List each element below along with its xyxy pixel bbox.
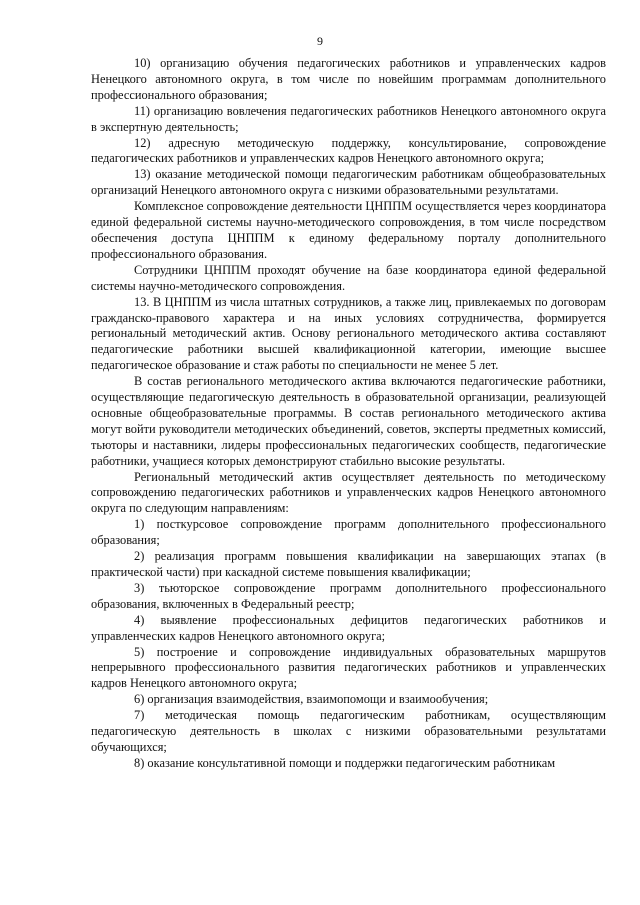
paragraph-active-composition: В состав регионального методического актива включаются педагогические работники, осуществляющие педагогическую деятельность в образовательной организации, реализующей основные общеобразовательные программы. В состав регионального методического актива могут войти руководители методических объединений, советов, эксперты предметных комиссий, тьюторы и наставники, лидеры профессиональных педагогических сообществ, педагогические работники, учащиеся которых демонстрируют стабильно высокие результаты. bbox=[91, 374, 606, 468]
direction-item-2: 2) реализация программ повышения квалификации на завершающих этапах (в практической части) при каскадной системе повышения квалификации; bbox=[91, 549, 606, 579]
direction-item-4: 4) выявление профессиональных дефицитов педагогических работников и управленческих кадров Ненецкого автономного округа; bbox=[91, 612, 606, 643]
list-item-13: 13) оказание методической помощи педагогическим работникам общеобразовательных организаций Ненецкого автономного округа с низкими образовательными результатами. bbox=[91, 167, 606, 198]
direction-item-3: 3) тьюторское сопровождение программ дополнительного профессионального образования, включенных в Федеральный реестр; bbox=[91, 580, 606, 611]
paragraph-staff-training: Сотрудники ЦНППМ проходят обучение на базе координатора единой федеральной системы научно-методического сопровождения. bbox=[91, 262, 606, 293]
direction-item-1: 1) посткурсовое сопровождение программ дополнительного профессионального образования; bbox=[91, 517, 606, 548]
clause-13: 13. В ЦНППМ из числа штатных сотрудников, а также лиц, привлекаемых по договорам гражданско-правового характера и на иных условиях сотрудничества, формируется региональный методический актив. Основу регионального методического актива составляют педагогические работники высшей квалификационной категории, имеющие высшее педагогическое образование и стаж работы по специальности не менее 5 лет. bbox=[91, 294, 606, 373]
document-body bbox=[91, 56, 606, 772]
direction-item-8: 8) оказание консультативной помощи и поддержки педагогическим работникам bbox=[134, 755, 556, 770]
list-item-10: 10) организацию обучения педагогических работников и управленческих кадров Ненецкого автономного округа, в том числе по новейшим программам дополнительного профессионального образования; bbox=[91, 56, 606, 102]
direction-item-6: 6) организация взаимодействия, взаимопомощи и взаимообучения; bbox=[134, 692, 489, 707]
list-item-12: 12) адресную методическую поддержку, консультирование, сопровождение педагогических работников и управленческих кадров Ненецкого автономного округа; bbox=[91, 135, 606, 166]
paragraph-active-directions: Региональный методический актив осуществляет деятельность по методическому сопровождению педагогических работников и управленческих кадров Ненецкого автономного округа по следующим направлениям: bbox=[91, 469, 606, 516]
direction-item-7: 7) методическая помощь педагогическим работникам, осуществляющим педагогическую деятельность в школах с низкими образовательными результатами обучающихся; bbox=[91, 708, 606, 754]
direction-item-5: 5) построение и сопровождение индивидуальных образовательных маршрутов непрерывного профессионального развития педагогических работников и управленческих кадров Ненецкого автономного округа; bbox=[91, 644, 606, 691]
page-number: 9 bbox=[317, 34, 323, 48]
list-item-11: 11) организацию вовлечения педагогических работников Ненецкого автономного округа в экспертную деятельность; bbox=[91, 103, 606, 134]
paragraph-complex-support: Комплексное сопровождение деятельности ЦНППМ осуществляется через координатора единой федеральной системы научно-методического сопровождения, в том числе посредством обеспечения доступа ЦНППМ к единому федеральному порталу дополнительного профессионального образования. bbox=[91, 199, 606, 261]
